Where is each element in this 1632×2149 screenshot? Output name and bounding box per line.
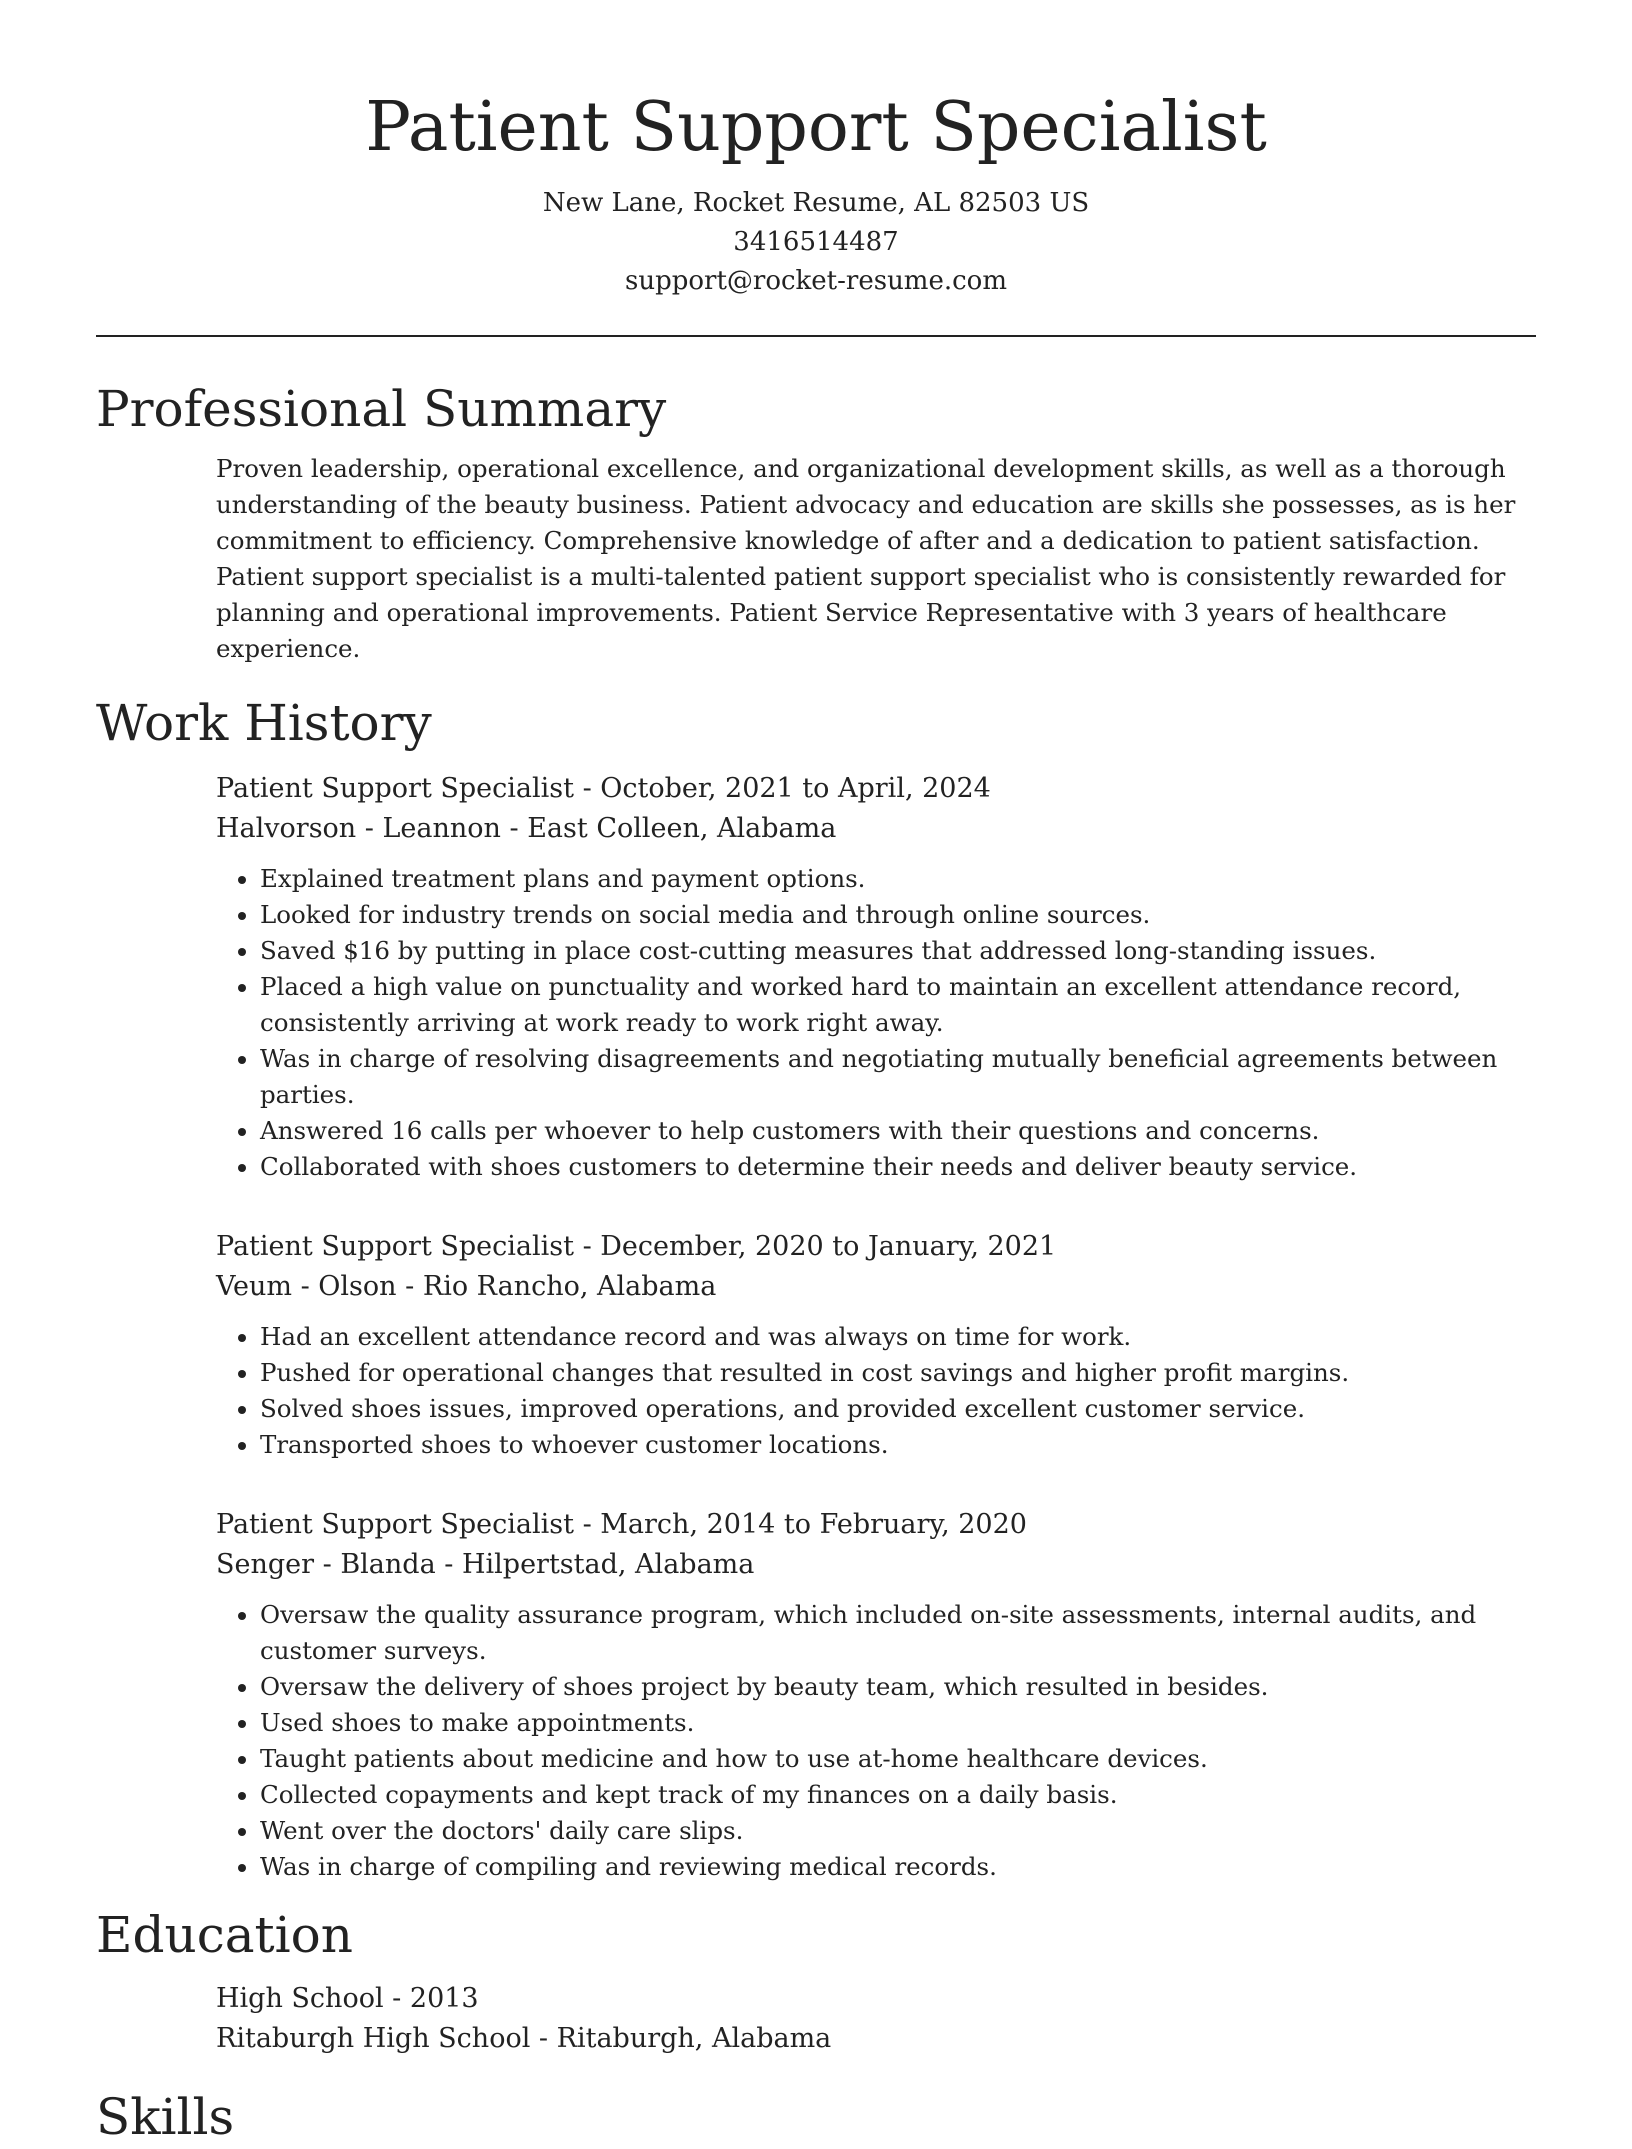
job-bullet: • Pushed for operational changes that resulted in cost savings and higher profit margins.	[260, 1355, 1536, 1391]
job-bullet: • Collected copayments and kept track of my finances on a daily basis.	[260, 1777, 1536, 1813]
job-role: Patient Support Specialist	[216, 773, 574, 804]
job-dates: October, 2021 to April, 2024	[600, 773, 991, 804]
job-bullet: • Collaborated with shoes customers to determine their needs and deliver beauty service.	[260, 1149, 1536, 1185]
education-degree: High School	[216, 1983, 384, 2014]
job-company-line: Veum - Olson - Rio Rancho, Alabama	[216, 1271, 717, 1302]
resume-page	[96, 0, 1536, 2149]
job-bullet: • Taught patients about medicine and how to use at-home healthcare devices.	[260, 1741, 1536, 1777]
job-bullets	[216, 1319, 1536, 1463]
job-bullet: • Transported shoes to whoever customer locations.	[260, 1427, 1536, 1463]
education-year: 2013	[409, 1983, 479, 2014]
job-company: Veum - Olson	[216, 1271, 397, 1302]
job-role: Patient Support Specialist	[216, 1231, 574, 1262]
job-bullet: • Went over the doctors' daily care slips.	[260, 1813, 1536, 1849]
skills-heading: Skills	[96, 2088, 235, 2146]
contact-block	[96, 184, 1536, 301]
job-entry	[216, 769, 1536, 849]
job-bullet: • Oversaw the quality assurance program, which included on-site assessments, internal audits, and customer surveys.	[260, 1597, 1536, 1669]
education-degree-line: High School - 2013	[216, 1983, 479, 2014]
header-divider	[96, 335, 1536, 337]
job-bullet: • Had an excellent attendance record and was always on time for work.	[260, 1319, 1536, 1355]
job-bullet: • Answered 16 calls per whoever to help customers with their questions and concerns.	[260, 1113, 1536, 1149]
resume-name: Patient Support Specialist	[365, 88, 1267, 167]
job-bullet: • Saved $16 by putting in place cost-cutting measures that addressed long-standing issues.	[260, 933, 1536, 969]
job-company: Senger - Blanda	[216, 1549, 436, 1580]
job-company: Halvorson - Leannon	[216, 813, 501, 844]
job-bullet: • Solved shoes issues, improved operations, and provided excellent customer service.	[260, 1391, 1536, 1427]
education-entry	[216, 1979, 1536, 2059]
job-dates: December, 2020 to January, 2021	[600, 1231, 1057, 1262]
job-title-line: Patient Support Specialist - October, 2021 to April, 2024	[216, 773, 991, 804]
job-location: East Colleen, Alabama	[527, 813, 837, 844]
job-company-line: Halvorson - Leannon - East Colleen, Alabama	[216, 813, 837, 844]
job-entry	[216, 1227, 1536, 1307]
job-bullet: • Was in charge of resolving disagreements and negotiating mutually beneficial agreements between parties.	[260, 1041, 1536, 1113]
contact-phone: 3416514487	[733, 227, 899, 257]
summary-text: Proven leadership, operational excellence, and organizational development skills, as well as a thorough understanding of the beauty business. Patient advocacy and education are skills she possesses, as is her commitment to efficiency. Comprehensive knowledge of after and a dedication to patient satisfaction. Patient support specialist is a multi-talented patient support specialist who is consistently rewarded for planning and operational improvements. Patient Service Representative with 3 years of healthcare experience.	[216, 454, 1516, 663]
job-title-line: Patient Support Specialist - March, 2014 to February, 2020	[216, 1509, 1027, 1540]
job-bullet: • Used shoes to make appointments.	[260, 1705, 1536, 1741]
contact-email: support@rocket-resume.com	[624, 266, 1007, 296]
job-bullet: • Oversaw the delivery of shoes project by beauty team, which resulted in besides.	[260, 1669, 1536, 1705]
work-history-heading: Work History	[96, 694, 432, 752]
education-school: Ritaburgh High School	[216, 2023, 531, 2054]
job-bullets	[216, 861, 1536, 1185]
education-location: Ritaburgh, Alabama	[556, 2023, 832, 2054]
job-company-line: Senger - Blanda - Hilpertstad, Alabama	[216, 1549, 755, 1580]
job-bullet: • Explained treatment plans and payment options.	[260, 861, 1536, 897]
summary-heading: Professional Summary	[96, 380, 667, 438]
job-dates: March, 2014 to February, 2020	[600, 1509, 1027, 1540]
job-bullets	[216, 1597, 1536, 1885]
job-location: Hilpertstad, Alabama	[461, 1549, 755, 1580]
job-role: Patient Support Specialist	[216, 1509, 574, 1540]
contact-address: New Lane, Rocket Resume, AL 82503 US	[542, 188, 1090, 218]
job-bullet: • Placed a high value on punctuality and worked hard to maintain an excellent attendance record, consistently arriving at work ready to work right away.	[260, 969, 1536, 1041]
job-title-line: Patient Support Specialist - December, 2020 to January, 2021	[216, 1231, 1057, 1262]
education-school-line: Ritaburgh High School - Ritaburgh, Alabama	[216, 2023, 832, 2054]
job-bullet: • Looked for industry trends on social media and through online sources.	[260, 897, 1536, 933]
job-entry	[216, 1505, 1536, 1585]
education-heading: Education	[96, 1906, 353, 1964]
job-bullet: • Was in charge of compiling and reviewing medical records.	[260, 1849, 1536, 1885]
job-location: Rio Rancho, Alabama	[422, 1271, 717, 1302]
